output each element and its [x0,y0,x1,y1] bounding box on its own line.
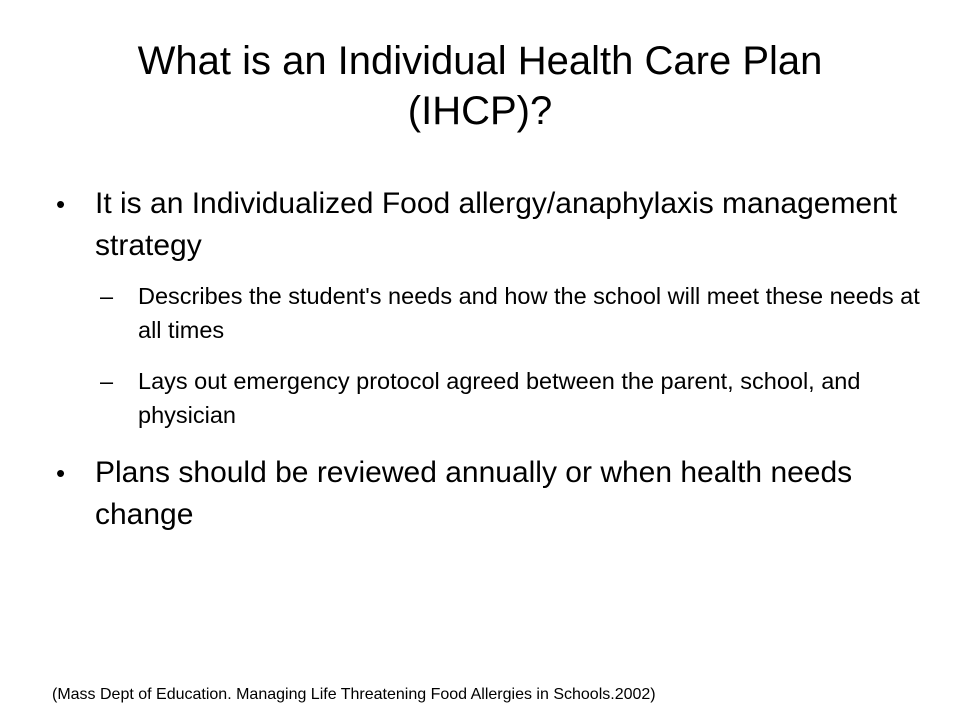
bullet-item [50,452,920,536]
sub-bullet-marker: – [100,368,114,394]
bullet-text: Plans should be reviewed annually or when health needs change [95,456,853,531]
slide-title-line: (IHCP)? [407,89,553,133]
sub-bullet-text: Describes the student's needs and how the school will meet these needs at all times [138,283,920,343]
slide-title-line: What is an Individual Health Care Plan [137,39,823,83]
sub-bullet-item [100,279,920,347]
bullet-marker: • [56,189,66,219]
bullet-item [50,183,920,267]
sub-bullet-marker: – [100,283,114,309]
sub-bullet-item [100,364,920,432]
bullet-marker: • [56,458,66,488]
slide-body [50,183,920,536]
citation: (Mass Dept of Education. Managing Life Threatening Food Allergies in Schools.2002) [52,686,656,703]
bullet-text: It is an Individualized Food allergy/anaphylaxis management strategy [95,187,898,262]
slide-title [60,36,900,136]
sub-bullet-text: Lays out emergency protocol agreed between the parent, school, and physician [138,368,861,428]
